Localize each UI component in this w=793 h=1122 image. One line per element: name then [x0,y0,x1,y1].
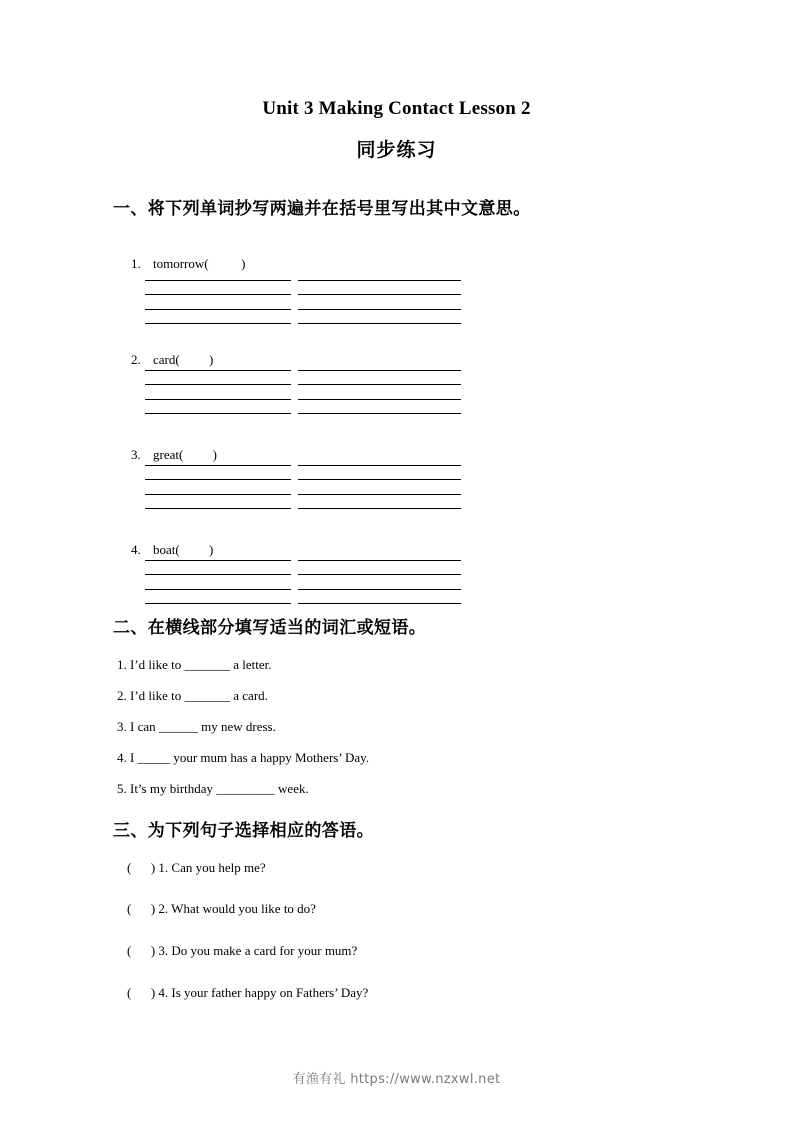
page-subtitle: 同步练习 [356,139,437,161]
writing-line[interactable] [145,479,291,480]
word-text: tomorrow [153,256,205,271]
section-3-heading: 三、为下列句子选择相应的答语。 [113,821,374,841]
fill-blank-sentence[interactable]: 1. I’d like to _______ a letter. [117,657,272,672]
fill-blank-sentence[interactable]: 4. I _____ your mum has a happy Mothers’ Day. [117,750,370,765]
writing-line[interactable] [145,574,291,575]
word-text: great [153,447,179,462]
page-title: Unit 3 Making Contact Lesson 2 [262,98,531,119]
word-number: 4. [131,542,141,557]
writing-line[interactable] [145,508,291,509]
writing-line[interactable] [145,294,291,295]
writing-lines[interactable] [145,277,461,327]
fill-blank-sentence[interactable]: 3. I can ______ my new dress. [117,719,276,734]
word-bracket: ( ) [175,352,214,367]
writing-line[interactable] [298,465,461,466]
matching-question[interactable]: ( ) 1. Can you help me? [127,860,266,875]
writing-line[interactable] [298,508,461,509]
writing-lines[interactable] [145,557,461,607]
word-number: 3. [131,447,141,462]
word-bracket: ( ) [175,542,214,557]
fill-blank-sentence[interactable]: 2. I’d like to _______ a card. [117,688,268,703]
writing-line[interactable] [145,399,291,400]
section-1-heading: 一、将下列单词抄写两遍并在括号里写出其中文意思。 [113,199,531,219]
word-text: boat [153,542,176,557]
word-bracket: ( ) [178,447,217,462]
matching-question[interactable]: ( ) 2. What would you like to do? [127,901,316,916]
writing-line[interactable] [298,574,461,575]
writing-line[interactable] [298,479,461,480]
writing-line[interactable] [145,465,291,466]
writing-line[interactable] [298,309,461,310]
writing-line[interactable] [298,370,461,371]
word-number: 2. [131,352,141,367]
writing-line[interactable] [145,323,291,324]
writing-line[interactable] [298,294,461,295]
writing-line[interactable] [298,589,461,590]
writing-line[interactable] [145,603,291,604]
writing-line[interactable] [298,560,461,561]
writing-line[interactable] [298,399,461,400]
writing-line[interactable] [298,323,461,324]
writing-line[interactable] [298,603,461,604]
writing-line[interactable] [298,413,461,414]
section-2-heading: 二、在横线部分填写适当的词汇或短语。 [113,618,427,638]
word-text: card [153,352,176,367]
matching-question[interactable]: ( ) 3. Do you make a card for your mum? [127,943,358,958]
writing-line[interactable] [298,384,461,385]
fill-blank-sentence[interactable]: 5. It’s my birthday _________ week. [117,781,309,796]
writing-line[interactable] [145,589,291,590]
writing-lines[interactable] [145,367,461,417]
writing-line[interactable] [145,280,291,281]
matching-question[interactable]: ( ) 4. Is your father happy on Fathers’ Day? [127,985,369,1000]
writing-line[interactable] [145,413,291,414]
word-number: 1. [131,256,141,271]
writing-line[interactable] [298,494,461,495]
writing-line[interactable] [145,560,291,561]
writing-lines[interactable] [145,462,461,512]
word-bracket: ( ) [204,256,246,271]
writing-line[interactable] [145,494,291,495]
writing-line[interactable] [298,280,461,281]
footer-watermark: 有渔有礼 https://www.nzxwl.net [292,1072,501,1087]
writing-line[interactable] [145,309,291,310]
writing-line[interactable] [145,370,291,371]
writing-line[interactable] [145,384,291,385]
